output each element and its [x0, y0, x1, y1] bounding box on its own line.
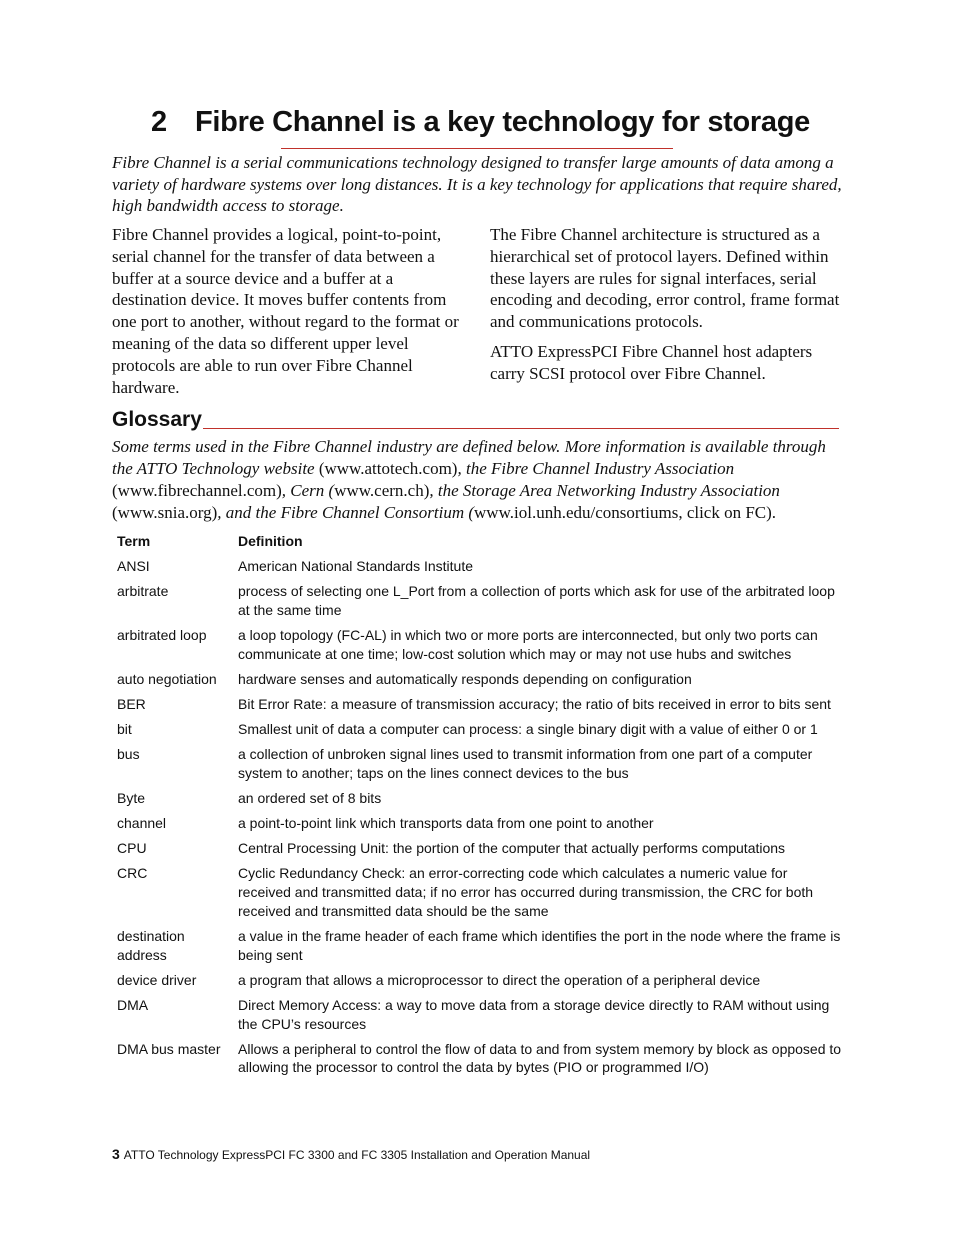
- glossary-intro-link[interactable]: (www.snia.org): [112, 503, 218, 522]
- glossary-intro: [112, 436, 844, 524]
- glossary-term: DMA bus master: [117, 1040, 221, 1057]
- glossary-term: arbitrate: [117, 582, 169, 599]
- chapter-title: [151, 104, 871, 140]
- glossary-definition: Allows a peripheral to control the flow of data to and from system memory by block as opposed to allowing the processor to control the data by bytes (PIO or programmed I/O): [238, 1040, 842, 1076]
- table-row: [112, 996, 842, 1040]
- table-row: [112, 745, 842, 789]
- glossary-definition: Bit Error Rate: a measure of transmission accuracy; the ratio of bits received in error to bits sent: [238, 695, 831, 712]
- glossary-term: destination address: [117, 927, 185, 963]
- body-paragraph: The Fibre Channel architecture is structured as a hierarchical set of protocol layers. Defined within these layers are rules for signal interfaces, serial encoding and decoding, error control, frame format and communications protocols.: [490, 225, 840, 332]
- term-column-header: Term: [117, 533, 151, 549]
- glossary-term: CRC: [117, 865, 148, 882]
- table-row: [112, 720, 842, 745]
- chapter-number: 2: [151, 106, 167, 138]
- table-row: [112, 864, 842, 927]
- body-paragraph: ATTO ExpressPCI Fibre Channel host adapters carry SCSI protocol over Fibre Channel.: [490, 341, 813, 383]
- glossary-table: [112, 532, 842, 1084]
- glossary-definition: a collection of unbroken signal lines used to transmit information from one part of a computer system to another; taps on the lines connect devices to the bus: [238, 745, 813, 781]
- glossary-term: bit: [117, 720, 132, 737]
- glossary-term: bus: [117, 745, 140, 762]
- glossary-intro-segment: , the Storage Area Networking Industry Association: [429, 481, 780, 500]
- glossary-term: auto negotiation: [117, 670, 217, 687]
- chapter-title-text: Fibre Channel is a key technology for storage: [195, 106, 810, 138]
- table-row: [112, 814, 842, 839]
- glossary-definition: a loop topology (FC-AL) in which two or more ports are interconnected, but only two ports can communicate at one time; low-cost solution which may or may not use hubs and switches: [238, 626, 818, 662]
- table-row: [112, 557, 842, 582]
- glossary-intro-segment: Some terms used in the Fibre Channel industry are defined below. More information is available through the ATTO Technology website: [112, 437, 826, 478]
- footer-text: ATTO Technology ExpressPCI FC 3300 and FC 3305 Installation and Operation Manual: [123, 1148, 591, 1162]
- glossary-definition: a program that allows a microprocessor to direct the operation of a peripheral device: [238, 971, 761, 988]
- body-column-right: [490, 224, 842, 393]
- glossary-definition: process of selecting one L_Port from a collection of ports which ask for use of the arbitrated loop at the same time: [238, 582, 835, 618]
- glossary-definition: hardware senses and automatically responds depending on configuration: [238, 670, 692, 687]
- glossary-definition: Cyclic Redundancy Check: an error-correcting code which calculates a numeric value for received and transmitted data; if no error has occurred during transmission, the CRC for both received and transmitted data should be the same: [238, 865, 814, 919]
- table-row: [112, 1040, 842, 1084]
- table-row: [112, 971, 842, 996]
- table-row: [112, 839, 842, 864]
- glossary-intro-link[interactable]: www.cern.ch): [334, 481, 430, 500]
- glossary-term: channel: [117, 814, 167, 831]
- glossary-intro-link[interactable]: (www.attotech.com): [318, 459, 458, 478]
- table-row: [112, 789, 842, 814]
- body-paragraph: Fibre Channel provides a logical, point-to-point, serial channel for the transfer of data between a buffer at a source device and a buffer at a destination device. It moves buffer contents from one port to another, without regard to the format or meaning of the data so different upper level protocols are able to run over Fibre Channel hardware.: [112, 225, 459, 397]
- glossary-rule: [203, 428, 839, 429]
- glossary-term: DMA: [117, 996, 149, 1013]
- glossary-definition: Smallest unit of data a computer can process: a single binary digit with a value of either 0 or 1: [238, 720, 818, 737]
- glossary-intro-segment: , and the Fibre Channel Consortium (: [217, 503, 475, 522]
- glossary-intro-link[interactable]: www.iol.unh.edu/consortiums, click on FC).: [474, 503, 777, 522]
- title-rule: [281, 148, 673, 149]
- glossary-definition: Direct Memory Access: a way to move data from a storage device directly to RAM without using the CPU’s resources: [238, 996, 830, 1032]
- glossary-definition: American National Standards Institute: [238, 557, 474, 574]
- table-row: [112, 695, 842, 720]
- table-row: [112, 670, 842, 695]
- glossary-term: arbitrated loop: [117, 626, 207, 643]
- table-row: [112, 927, 842, 971]
- glossary-header-row: [112, 532, 842, 557]
- glossary-intro-link[interactable]: (www.fibrechannel.com): [112, 481, 282, 500]
- page-number: 3: [112, 1146, 120, 1162]
- glossary-term: CPU: [117, 840, 147, 857]
- glossary-definition: Central Processing Unit: the portion of the computer that actually performs computations: [238, 840, 786, 857]
- table-row: [112, 626, 842, 670]
- glossary-intro-segment: , the Fibre Channel Industry Association: [457, 459, 735, 478]
- glossary-term: ANSI: [117, 557, 150, 574]
- chapter-intro: Fibre Channel is a serial communications technology designed to transfer large amounts of data among a variety of hardware systems over long distances. It is a key technology for applications that require shared, high bandwidth access to storage.: [112, 153, 842, 216]
- definition-column-header: Definition: [238, 533, 303, 549]
- glossary-definition: an ordered set of 8 bits: [238, 789, 382, 806]
- glossary-term: device driver: [117, 971, 197, 988]
- glossary-term: Byte: [117, 789, 146, 806]
- glossary-definition: a point-to-point link which transports data from one point to another: [238, 814, 654, 831]
- glossary-rows: [112, 557, 842, 1084]
- glossary-term: BER: [117, 695, 146, 712]
- page-footer: [112, 1146, 590, 1162]
- glossary-heading: Glossary: [112, 408, 202, 431]
- glossary-definition: a value in the frame header of each frame which identifies the port in the node where the frame is being sent: [238, 927, 841, 963]
- body-column-left: [112, 224, 464, 406]
- glossary-intro-segment: , Cern (: [281, 481, 335, 500]
- table-row: [112, 582, 842, 626]
